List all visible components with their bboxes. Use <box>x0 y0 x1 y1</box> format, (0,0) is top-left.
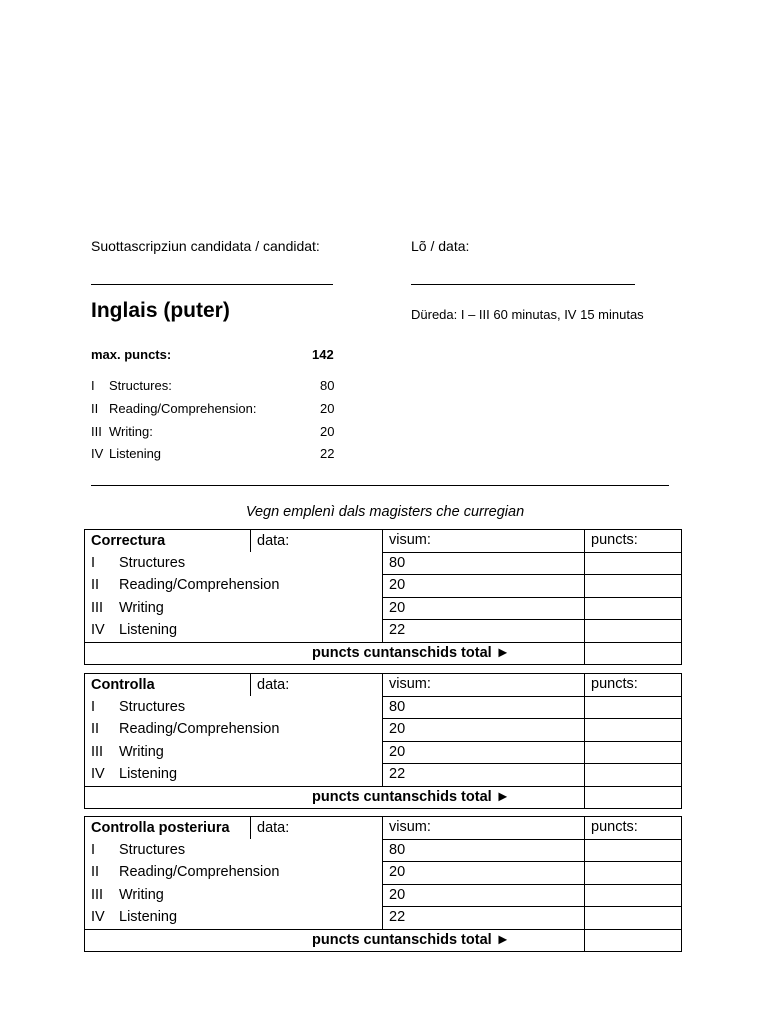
table-row <box>85 839 682 862</box>
max-points-value: 142 <box>312 347 334 362</box>
row-num: II <box>91 721 100 738</box>
table-row <box>85 741 682 764</box>
table-row <box>85 907 682 930</box>
summary-row <box>91 378 172 393</box>
row-points: 80 <box>383 696 585 719</box>
row-points: 20 <box>383 719 585 742</box>
date-field[interactable]: data: <box>251 817 383 840</box>
table-row <box>85 552 682 575</box>
row-score-cell[interactable] <box>585 719 682 742</box>
table-title: Correctura <box>85 530 251 553</box>
row-score-cell[interactable] <box>585 907 682 930</box>
summary-row-label: Listening <box>109 446 162 461</box>
date-field[interactable]: data: <box>251 530 383 553</box>
row-num: I <box>91 698 96 715</box>
teacher-note: Vegn emplenì dals magisters che curregian <box>245 504 525 520</box>
row-num: III <box>91 886 104 903</box>
total-label: puncts cuntanschids total ► <box>85 786 585 809</box>
summary-row <box>91 446 161 461</box>
summary-row-num: III <box>91 424 102 439</box>
table-header-row <box>85 530 682 553</box>
row-score-cell[interactable] <box>585 764 682 787</box>
row-points: 20 <box>383 575 585 598</box>
row-label: Reading/Comprehension <box>119 577 280 594</box>
row-score-cell[interactable] <box>585 862 682 885</box>
row-num: II <box>91 577 100 594</box>
row-points: 20 <box>383 597 585 620</box>
total-row <box>85 642 682 665</box>
row-points: 20 <box>383 741 585 764</box>
row-num: IV <box>91 909 105 925</box>
row-label: Reading/Comprehension <box>119 864 280 881</box>
points-field[interactable]: puncts: <box>585 817 682 840</box>
table-row <box>85 575 682 598</box>
row-score-cell[interactable] <box>585 620 682 643</box>
table-header-row <box>85 817 682 840</box>
summary-row-label: Reading/Comprehension: <box>109 401 257 416</box>
summary-row-points: 80 <box>320 378 335 393</box>
table-row <box>85 696 682 719</box>
row-label: Writing <box>119 886 164 903</box>
table-row <box>85 862 682 885</box>
divider <box>91 485 669 486</box>
row-label: Structures <box>119 841 186 858</box>
row-num: IV <box>91 766 105 782</box>
row-points: 80 <box>383 552 585 575</box>
subject-title: Inglais (puter) <box>91 299 230 322</box>
place-date-label: Lõ / data: <box>411 238 470 254</box>
row-score-cell[interactable] <box>585 597 682 620</box>
points-field[interactable]: puncts: <box>585 530 682 553</box>
max-points-label: max. puncts: <box>91 347 172 362</box>
signature-line[interactable] <box>91 284 333 285</box>
summary-row-num: I <box>91 378 95 393</box>
signature-label: Suottascripziun candidata / candidat: <box>91 238 320 254</box>
row-points: 22 <box>383 620 585 643</box>
total-row <box>85 786 682 809</box>
row-num: III <box>91 599 104 616</box>
table-row <box>85 597 682 620</box>
total-score-cell[interactable] <box>585 929 682 952</box>
summary-row-points: 20 <box>320 424 335 439</box>
summary-row-label: Structures: <box>109 378 172 393</box>
table-row <box>85 884 682 907</box>
row-label: Writing <box>119 599 164 616</box>
row-num: II <box>91 864 100 881</box>
date-field[interactable]: data: <box>251 674 383 697</box>
row-score-cell[interactable] <box>585 884 682 907</box>
row-points: 20 <box>383 884 585 907</box>
total-row <box>85 929 682 952</box>
table-row <box>85 764 682 787</box>
summary-row-num: II <box>91 401 99 416</box>
summary-row-label: Writing: <box>109 424 153 439</box>
duration-text: Düreda: I – III 60 minutas, IV 15 minutas <box>411 307 644 322</box>
total-label: puncts cuntanschids total ► <box>85 929 585 952</box>
summary-row-points: 22 <box>320 446 335 461</box>
row-label: Structures <box>119 554 186 571</box>
total-label: puncts cuntanschids total ► <box>85 642 585 665</box>
points-field[interactable]: puncts: <box>585 674 682 697</box>
row-score-cell[interactable] <box>585 575 682 598</box>
table-title: Controlla <box>85 674 251 697</box>
row-num: III <box>91 743 104 760</box>
summary-row-points: 20 <box>320 401 335 416</box>
visum-field[interactable]: visum: <box>383 674 585 697</box>
row-num: IV <box>91 622 105 638</box>
grading-table-correctura <box>84 529 682 665</box>
summary-row <box>91 401 256 416</box>
summary-row <box>91 424 153 439</box>
row-label: Listening <box>119 766 178 782</box>
table-title: Controlla posteriura <box>85 817 251 840</box>
row-label: Listening <box>119 622 178 638</box>
row-score-cell[interactable] <box>585 741 682 764</box>
row-score-cell[interactable] <box>585 839 682 862</box>
place-date-line[interactable] <box>411 284 635 285</box>
visum-field[interactable]: visum: <box>383 530 585 553</box>
summary-row-num: IV <box>91 446 104 461</box>
row-points: 22 <box>383 907 585 930</box>
row-label: Structures <box>119 698 186 715</box>
grading-table-controlla-posteriura <box>84 816 682 952</box>
table-header-row <box>85 674 682 697</box>
row-num: I <box>91 554 96 571</box>
visum-field[interactable]: visum: <box>383 817 585 840</box>
row-num: I <box>91 841 96 858</box>
table-row <box>85 719 682 742</box>
row-label: Writing <box>119 743 164 760</box>
grading-table-controlla <box>84 673 682 809</box>
row-points: 80 <box>383 839 585 862</box>
row-label: Listening <box>119 909 178 925</box>
total-score-cell[interactable] <box>585 642 682 665</box>
row-points: 20 <box>383 862 585 885</box>
total-score-cell[interactable] <box>585 786 682 809</box>
row-points: 22 <box>383 764 585 787</box>
row-score-cell[interactable] <box>585 696 682 719</box>
table-row <box>85 620 682 643</box>
row-score-cell[interactable] <box>585 552 682 575</box>
row-label: Reading/Comprehension <box>119 721 280 738</box>
